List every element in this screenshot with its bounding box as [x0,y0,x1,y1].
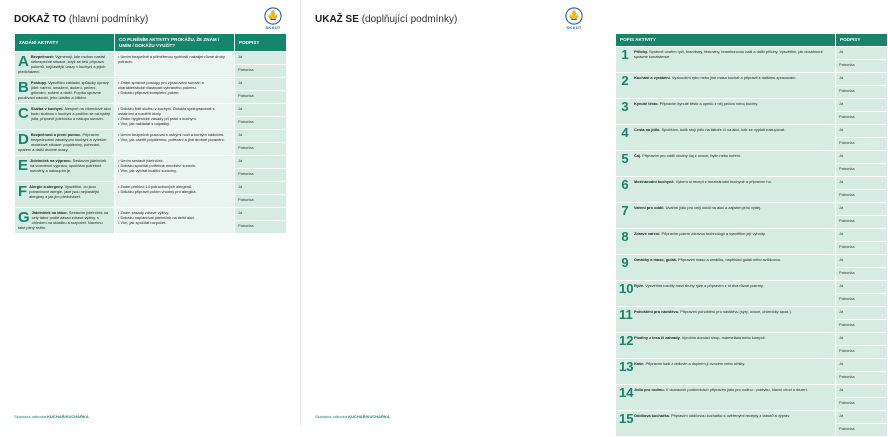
signature-patron[interactable]: Patronka [836,397,888,410]
activity-text: Připravím bezpečnostní zásady pro kuchyni a vyřeším modelové situace: popáleniny, pořezání, opaření a další drobné úrazy. [18,132,107,153]
signature-self[interactable]: Já [836,176,888,189]
right-title-main: UKAŽ SE [315,14,359,25]
criteria-item: • Znám zásady zdravé výživy. [118,210,231,215]
extra-activity-cell [616,72,836,98]
activity-row [15,130,287,143]
signature-self[interactable]: Já [836,150,888,163]
extra-activity-number: 14 [619,384,634,400]
activity-text: Alespoň na víkendové akci budu službou v kuchyni a podílím se na výdeji jídla, přípravě jídelníčku a nákupu surovin. [30,106,111,122]
activity-cell [15,182,115,208]
left-footer-name: KUCHAŘ/KUCHAŘKA [47,414,89,419]
signature-self[interactable]: Já [836,98,888,111]
signature-patron[interactable]: Patronka [836,319,888,332]
fleur-de-lis-icon [264,7,282,25]
activity-text: Vyjmenuji, kde mohou nastat nebezpečné situace, když se řeší příprava pokrmů, nejčastější úrazy v kuchyni a jejich předcházení. [18,54,106,75]
signature-self[interactable]: Já [836,72,888,85]
right-footer [315,414,390,419]
extra-activity-number: 8 [621,228,629,244]
criteria-list [118,54,231,64]
activity-title: Služba v kuchyni. [30,106,64,112]
extra-activity-number: 2 [621,72,629,88]
criteria-list [118,158,231,173]
right-page [300,0,861,431]
activity-letter: F [18,183,28,201]
col-header-activity: ZADÁNÍ AKTIVITY [15,34,115,52]
criteria-cell [115,52,235,78]
signature-patron[interactable]: Patronka [235,195,287,208]
criteria-cell [115,130,235,156]
signature-self[interactable]: Já [836,332,888,345]
activity-title: Alergie a alergeny. [29,184,64,190]
signature-self[interactable]: Já [235,182,287,195]
right-scout-logo [559,7,589,30]
criteria-item: • Dokážu připravit pokrm vhodný pro alergika. [118,189,231,194]
extra-activity-number: 6 [621,176,629,192]
signature-self[interactable]: Já [836,280,888,293]
activity-cell [15,130,115,156]
extra-activity-number: 15 [619,410,634,426]
left-page [0,0,300,426]
main-conditions-header [15,34,287,52]
extra-activity-cell [616,358,836,384]
right-footer-prefix: Skautská odborka [315,414,348,419]
extra-activity-row [616,306,888,319]
extra-activity-text: Připravím pro oddíl chutný čaj z ovoce, bylin nebo koření. [642,152,742,158]
activity-letter: B [18,79,29,97]
signature-patron[interactable]: Patronka [235,117,287,130]
extra-activity-title: Oddílová kuchařka. [634,412,670,418]
signature-self[interactable]: Já [836,254,888,267]
extra-activity-cell [616,410,836,436]
left-logo-label: SKAUT [265,25,281,30]
extra-activity-text: Připravím kaši z obilovin a doplním ji ovocem nebo oříšky. [645,360,746,366]
signature-self[interactable]: Já [235,104,287,117]
activity-title: Jídelníček na tábor. [31,210,68,216]
activity-text: Vysvětlím, co jsou potravinové alergie, jaké jsou nejčastější alergeny a jak jim předcházet. [29,184,100,200]
left-page-title [14,14,148,25]
extra-activity-number: 12 [619,332,634,348]
criteria-list [118,210,231,225]
signature-patron[interactable]: Patronka [836,59,888,72]
criteria-item: • Umím bezpečně a přiměřenou rychlostí nakrájet různé druhy potravin. [118,54,231,64]
extra-activity-text: Vyberu si recept z mezinárodní kuchyně a připravím ho. [675,178,772,184]
extra-conditions-header [616,34,888,47]
right-title-sub: (doplňující podmínky) [361,14,458,25]
extra-activity-row [616,176,888,189]
signature-patron[interactable]: Patronka [235,169,287,182]
signature-self[interactable]: Já [235,78,287,91]
signature-self[interactable]: Já [235,52,287,65]
signature-patron[interactable]: Patronka [836,163,888,176]
main-conditions-table [14,33,287,234]
activity-cell [15,156,115,182]
extra-activity-cell [616,124,836,150]
activity-title: Postupy. [30,80,47,86]
extra-activity-number: 4 [621,124,629,140]
extra-activity-text: Připravím maso a omáčku, například guláš nebo svíčkovou. [678,256,782,262]
activity-text: Sestavím jídelníček na vícedenní výpravu, spočítám potřebné suroviny a nakoupím je. [30,158,107,174]
extra-activity-number: 3 [621,98,629,114]
activity-cell [15,208,115,234]
extra-activity-title: Pohoštění pro návštěvu. [634,308,680,314]
activity-letter: A [18,53,29,71]
criteria-item: • Umím bezpečně pracovat s ostrými noži a horkým nádobím. [118,132,231,137]
extra-activity-title: Přílohy. [634,48,648,54]
extra-activity-title: Čaj. [634,152,642,158]
extra-activity-text: Připravím kynuté těsto a upeču z něj pečivo nebo buchty. [659,100,759,106]
extra-activity-row [616,280,888,293]
signature-patron[interactable]: Patronka [235,91,287,104]
extra-activity-cell [616,202,836,228]
signature-patron[interactable]: Patronka [836,345,888,358]
signature-self[interactable]: Já [836,46,888,59]
extra-activity-title: Vaření pro oddíl. [634,204,665,210]
extra-activity-title: Omáčky a maso, guláš. [634,256,678,262]
extra-activity-number: 1 [621,46,629,62]
criteria-list [118,80,231,95]
right-logo-label: SKAUT [566,25,582,30]
extra-activity-text: Připravím pohoštění pro návštěvu (sýry, ovoce, chlebíčky apod.). [680,308,792,314]
signature-self[interactable]: Já [836,228,888,241]
extra-activity-row [616,410,888,423]
criteria-item: • Znám hygienické zásady při práci s kuchyní. [118,116,231,121]
activity-row [15,78,287,91]
left-footer-prefix: Skautská odborka [14,414,47,419]
signature-self[interactable]: Já [836,384,888,397]
extra-activity-number: 9 [621,254,629,270]
activity-letter: D [18,131,29,149]
signature-patron[interactable]: Patronka [836,267,888,280]
criteria-item: • Umím sestavit jídelníček. [118,158,231,163]
activity-text: Sestavím jídelníček na celý tábor podle zásad zdravé výživy, s ohledem na skladbu a rozpočet. Navrhnu také pitný režim. [18,210,109,231]
extra-activity-text: Spočítám, kolik stojí jídlo na táboře či na akci, kde se vyplatí nakupovat. [661,126,786,132]
left-title-main: DOKAŽ TO [14,14,67,25]
activity-letter: G [18,209,30,227]
extra-activity-row [616,332,888,345]
col-header-criteria: CO PLNĚNÍM AKTIVITY PROKÁŽU, ŽE ZNÁM / UMÍM / DOKÁŽU VYUŽÍT? [115,34,235,52]
extra-activity-row [616,98,888,111]
extra-activity-row [616,202,888,215]
activity-title: Bezpečnost a první pomoc. [30,132,82,138]
signature-self[interactable]: Já [836,358,888,371]
activity-cell [15,78,115,104]
activity-row [15,208,287,221]
criteria-item: • Znám správné postupy pro zpracování surovin a charakteristické vlastnosti vybraného pokrmu. [118,80,231,90]
extra-activity-row [616,384,888,397]
activity-cell [15,104,115,130]
col-header-description: POPIS AKTIVITY [616,34,836,47]
extra-activity-number: 13 [619,358,634,374]
extra-activity-text: Vyrobím domácí sirup, marmeládu nebo kompot. [681,334,766,340]
criteria-list [118,184,231,194]
right-footer-name: KUCHAŘ/KUCHAŘKA [348,414,390,419]
signature-patron[interactable]: Patronka [836,85,888,98]
extra-activity-text: Připravím oddílovou kuchařku s ověřenými recepty z táborů a výprav. [671,412,791,418]
criteria-cell [115,156,235,182]
left-scout-logo [258,7,288,30]
extra-activity-title: Kuchání a vyrábění. [634,74,671,80]
extra-activity-title: Kaše. [634,360,645,366]
signature-patron[interactable]: Patronka [836,189,888,202]
criteria-item: • Vím, jak nakládat s odpadky. [118,121,231,126]
extra-activity-text: Vyzkouším rybu nebo jiné maso kuchat a připravit k dalšímu zpracování. [671,74,797,80]
extra-activity-cell [616,306,836,332]
signature-self[interactable]: Já [235,130,287,143]
signature-patron[interactable]: Patronka [836,137,888,150]
signature-patron[interactable]: Patronka [235,65,287,78]
activity-text: Vysvětlím základní způsoby úpravy jídel: vaření, smažení, dušení, pečení, grilování, sušení a další. Popíšu správné používání nádobí, jeho údržbu a čištění. [18,80,109,101]
extra-activity-cell [616,280,836,306]
criteria-item: • Dokážu řídit službu v kuchyni. Dokážu spolupracovat s ostatními a rozdělit úkoly. [118,106,231,116]
extra-activity-cell [616,150,836,176]
extra-activity-text: Vysvětlím rozdíly mezi druhy rýže a připravím z ní dva různé pokrmy. [645,282,764,288]
signature-self[interactable]: Já [836,410,888,423]
left-footer [14,414,89,419]
extra-activity-row [616,358,888,371]
criteria-item: • Vím, jak spočítat rozpočet. [118,220,231,225]
left-title-sub: (hlavní podmínky) [68,14,149,25]
extra-activity-cell [616,98,836,124]
extra-activity-number: 10 [619,280,634,296]
col-header-signatures: PODPISY [836,34,888,47]
criteria-item: • Znám přehled 14 potravinových alergenů. [118,184,231,189]
criteria-item: • Dokážu spočítat potřebné množství surovin. [118,163,231,168]
extra-activity-text: V domácích podmínkách připravím jídlo pro rodinu - polévku, hlavní chod a dezert. [665,386,808,392]
signature-self[interactable]: Já [836,202,888,215]
activity-row [15,182,287,195]
extra-activity-row [616,124,888,137]
col-header-signatures: PODPISY [235,34,287,52]
criteria-cell [115,208,235,234]
extra-activity-row [616,72,888,85]
extra-activity-title: Jídlo pro rodinu. [634,386,665,392]
extra-activity-text: Správně uvařím rýži, brambory, těstoviny, bramborovou kaši a další přílohy. Vysvětlím, jak dosáhnout správné konzistence. [634,48,823,59]
extra-activity-cell [616,254,836,280]
extra-activity-row [616,228,888,241]
signature-patron[interactable]: Patronka [836,423,888,436]
criteria-item: • Vím, jak ošetřit popáleninu, pořezání a jiné drobné poranění. [118,137,231,142]
extra-activity-row [616,46,888,59]
signature-self[interactable]: Já [235,156,287,169]
criteria-list [118,132,231,142]
criteria-item: • Vím, jak vybírat kvalitní suroviny. [118,168,231,173]
activity-title: Bezpečnost: [30,54,54,60]
extra-activity-title: Zdravé vaření. [634,230,661,236]
extra-activity-cell [616,176,836,202]
criteria-item: • Dokážu naplánovat jídelníček na delší akci. [118,215,231,220]
signature-patron[interactable]: Patronka [836,241,888,254]
extra-activity-title: Cesta na jídlo. [634,126,661,132]
criteria-cell [115,104,235,130]
activity-letter: C [18,105,29,123]
extra-activity-number: 11 [619,306,633,322]
extra-activity-text: Připravím pokrm zdravou technologií a vysvětlím její výhody. [661,230,766,236]
criteria-cell [115,78,235,104]
extra-activity-title: Rýže. [634,282,645,288]
signature-self[interactable]: Já [836,306,888,319]
activity-row [15,156,287,169]
signature-patron[interactable]: Patronka [235,221,287,234]
criteria-item: • Dokážu připravit kompletní pokrm. [118,90,231,95]
extra-activity-number: 7 [621,202,629,218]
extra-activity-cell [616,228,836,254]
activity-row [15,52,287,65]
activity-row [15,104,287,117]
extra-activity-row [616,150,888,163]
signature-patron[interactable]: Patronka [836,215,888,228]
signature-self[interactable]: Já [235,208,287,221]
extra-activity-row [616,254,888,267]
extra-activity-title: Mezinárodní kuchyně. [634,178,675,184]
criteria-list [118,106,231,126]
extra-activity-title: Kynuté těsto. [634,100,659,106]
extra-activity-cell [616,332,836,358]
extra-activity-title: Plodiny z lesa či zahrady. [634,334,681,340]
extra-activity-cell [616,46,836,72]
signature-patron[interactable]: Patronka [235,143,287,156]
extra-activity-text: Uvařím jídlo pro celý oddíl na akci a zajistím jeho výdej. [665,204,762,210]
extra-activity-number: 5 [621,150,629,166]
extra-conditions-table [615,33,888,437]
extra-activity-cell [616,384,836,410]
criteria-cell [115,182,235,208]
fleur-de-lis-icon [565,7,583,25]
right-page-title [315,14,457,25]
activity-cell [15,52,115,78]
activity-letter: E [18,157,29,175]
signature-patron[interactable]: Patronka [836,111,888,124]
activity-title: Jídelníček na výpravu. [30,158,72,164]
signature-patron[interactable]: Patronka [836,293,888,306]
signature-self[interactable]: Já [836,124,888,137]
signature-patron[interactable]: Patronka [836,371,888,384]
